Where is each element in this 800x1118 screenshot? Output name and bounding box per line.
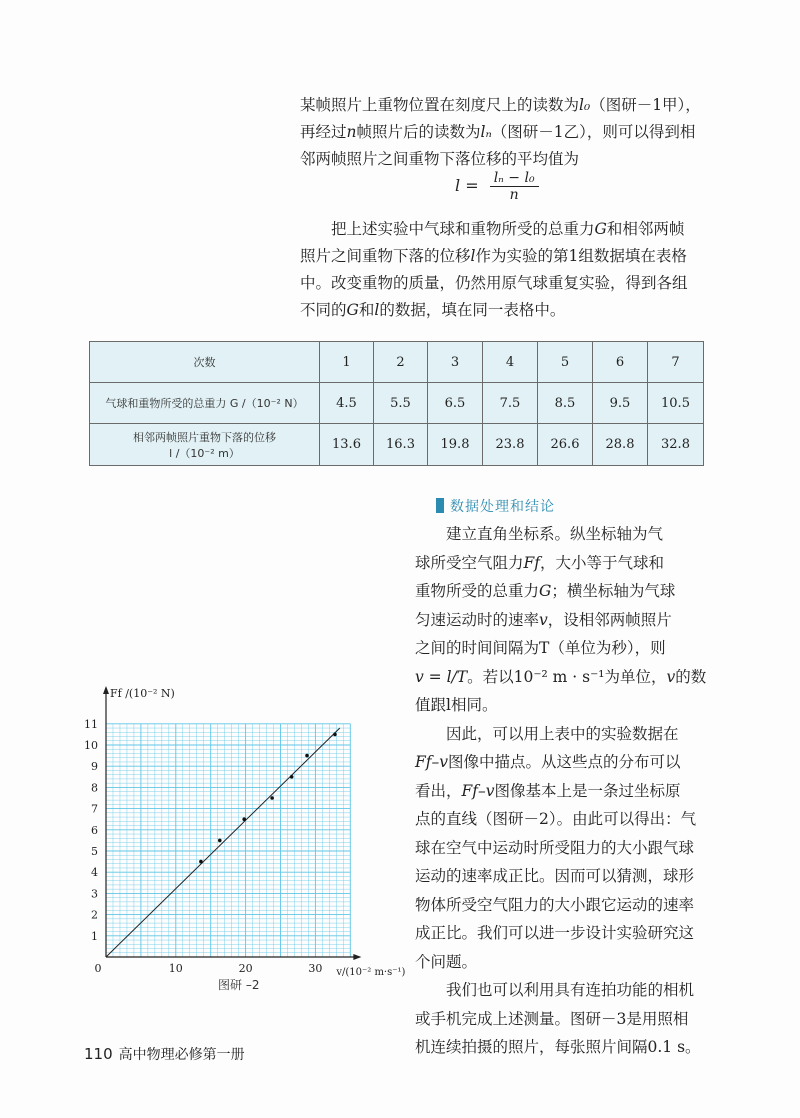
text-line: 点的直线（图研－2）。由此可以得出：气 [415,810,697,828]
text-span: （图研－1甲）， [590,96,701,114]
x-axis-label: v/(10⁻² m·s⁻¹) [336,967,406,978]
text-span: 再经过 [300,123,347,141]
table-cell: 9.5 [593,383,648,424]
symbol-G: G [346,301,359,319]
table-cell: 23.8 [483,424,538,466]
table-cell: 10.5 [648,383,704,424]
table-header-cell: 4 [483,342,538,383]
text-span: 和 [358,301,375,319]
table-cell: 13.6 [320,424,374,466]
ff-v-graph [80,680,410,980]
text-line: 或手机完成上述测量。图研－3是用照相 [415,1009,689,1028]
text-span: （图研－1乙），则可以得到相 [491,123,696,141]
table-header-cell: 6 [593,342,648,383]
text-line: 我们也可以利用具有连拍功能的相机 [446,981,695,999]
table-cell: 4.5 [320,383,374,424]
data-collection-paragraph [300,216,700,324]
text-line: 个问题。 [415,952,478,971]
table-header-cell: 1 [320,342,374,383]
text-line: 中。改变重物的质量，仍然用原气球重复实验，得到各组 [300,274,688,292]
row-label-line: l /（10⁻² m） [169,446,240,460]
y-tick-label: 5 [91,845,98,858]
text-line: 运动的速率成正比。因而可以猜测，球形 [415,867,695,885]
y-axis-label: Ff /(10⁻² N) [110,687,175,700]
table-cell: 6.5 [428,383,483,424]
text-span: 把上述实验中气球和重物所受的总重力 [331,220,595,238]
x-tick-label: 10 [168,962,183,975]
x-tick-label: 20 [238,962,253,975]
text-span: 和相邻两帧 [606,220,685,238]
table-header-row [90,342,704,383]
text-span: 的数据，填在同一表格中。 [379,301,566,319]
table-row-label: 气球和重物所受的总重力 G /（10⁻² N） [90,383,320,424]
text-line: 物体所受空气阻力的大小跟它运动的速率 [415,895,695,914]
data-point [199,860,203,864]
table-cell: 32.8 [648,424,704,466]
text-line: 成正比。我们可以进一步设计实验研究这 [415,924,695,942]
symbol-l: l [374,301,380,319]
text-span: 重物所受的总重力 [415,582,540,600]
data-point [270,796,274,800]
table-header-label: 次数 [90,342,320,383]
formula-denominator: n [509,187,519,203]
text-span: 看出， [415,781,462,800]
y-tick-label: 10 [84,739,98,752]
table-row [90,424,704,466]
table-cell: 28.8 [593,424,648,466]
text-span: ，设相邻两帧照片 [547,610,672,629]
table-cell: 26.6 [538,424,593,466]
section-bar-icon [436,498,444,513]
text-span: 球所受空气阻力 [415,553,524,572]
table-cell: 8.5 [538,383,593,424]
intro-paragraph [300,92,700,173]
text-span: 照片之间重物下落的位移 [300,247,471,265]
formula-lhs: l = [455,176,479,195]
experiment-data-table [89,341,704,466]
symbol-G: G [539,582,552,600]
text-span: 某帧照片上重物位置在刻度尺上的读数为 [300,96,580,114]
symbol-Ff-v: Ff–v [461,781,495,800]
symbol-Ff: Ff [523,553,541,572]
text-span: 图像中描点。从这些点的分布可以 [448,753,681,771]
text-span: ；横坐标轴为气球 [551,582,676,600]
figure-caption: 图研 –2 [218,978,260,992]
data-point [305,754,309,758]
section-heading [436,496,555,516]
x-tick-label: 0 [94,962,102,975]
table-cell: 7.5 [483,383,538,424]
text-span: 匀速运动时的速率 [415,610,540,629]
data-point [333,733,337,737]
text-line: 邻两帧照片之间重物下落位移的平均值为 [300,150,580,168]
text-span: 作为实验的第1组数据填在表格 [475,247,687,265]
analysis-paragraph [415,520,715,1062]
table-cell: 19.8 [428,424,483,466]
y-tick-label: 1 [91,929,98,943]
x-axis-arrow [353,954,361,960]
average-displacement-formula [455,170,539,203]
table-header-cell: 5 [538,342,593,383]
y-tick-label: 8 [91,781,98,795]
book-title: 高中物理必修第一册 [118,1047,245,1063]
graph-grid [106,724,350,957]
x-tick-label: 30 [308,962,323,975]
text-line: 球在空气中运动时所受阻力的大小跟气球 [415,838,695,857]
table-header-cell: 7 [648,342,704,383]
page-number: 110 [84,1045,113,1063]
text-line: 之间的时间间隔为T（单位为秒），则 [415,639,666,657]
row-label-line: 相邻两帧照片重物下落的位移 [133,430,276,444]
symbol-n: n [346,123,357,141]
text-line: 值跟l相同。 [415,696,498,714]
data-point [290,775,294,779]
text-span: 图像基本上是一条过坐标原 [494,781,681,800]
table-cell: 16.3 [374,424,428,466]
table-row-label [90,424,320,466]
text-span: ，大小等于气球和 [540,553,665,572]
text-span: 的数 [675,667,707,686]
formula-fraction [490,170,539,203]
text-span: 。若以10⁻² m · s⁻¹为单位， [467,667,667,686]
page-footer [84,1044,245,1064]
symbol-v: v [666,667,676,686]
symbol-l: l [470,247,476,265]
y-tick-label: 7 [91,802,98,816]
text-span: 帧照片后的读数为 [356,123,481,141]
section-title: 数据处理和结论 [450,499,555,515]
symbol-v-fraction: v = l/T [415,667,468,686]
y-tick-label: 3 [91,887,98,901]
table-header-cell: 3 [428,342,483,383]
symbol-G: G [594,220,607,238]
symbol-v: v [539,610,548,629]
data-point [218,839,222,843]
data-point [242,817,246,821]
symbol-ln: lₙ [480,123,492,141]
y-tick-label: 9 [91,760,98,774]
symbol-l0: l₀ [579,96,591,114]
text-line: 建立直角坐标系。纵坐标轴为气 [446,525,664,543]
table-cell: 5.5 [374,383,428,424]
text-line: 因此，可以用上表中的实验数据在 [446,724,679,743]
table-header-cell: 2 [374,342,428,383]
table-row [90,383,704,424]
symbol-Ff-v: Ff–v [415,753,448,771]
text-line: 机连续拍摄的照片，每张照片间隔0.1 s。 [415,1038,701,1056]
y-tick-label: 11 [84,717,98,731]
y-tick-label: 4 [91,866,98,880]
y-tick-label: 2 [91,908,98,922]
y-axis-arrow [103,686,109,694]
formula-numerator: lₙ − l₀ [490,170,539,187]
text-span: 不同的 [300,301,347,319]
y-tick-label: 6 [91,823,98,837]
